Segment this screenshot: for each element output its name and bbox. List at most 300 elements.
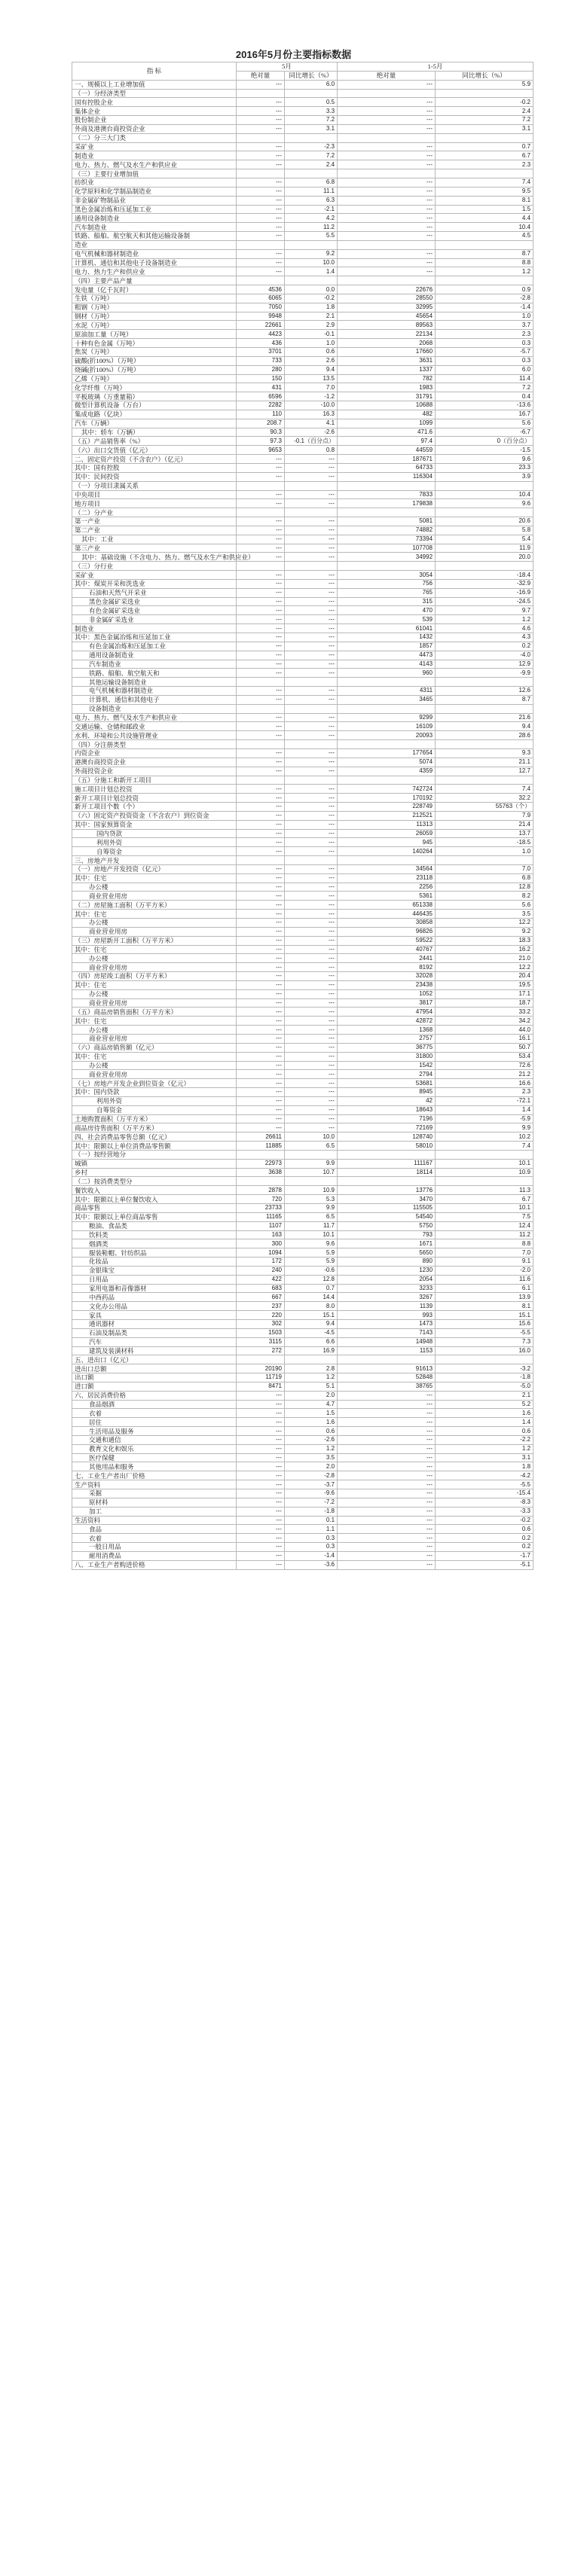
month-growth-cell: ---	[285, 1017, 338, 1026]
table-row	[72, 748, 533, 758]
cumulative-column-header: 1-5月	[338, 62, 533, 72]
month-absolute-cell: ---	[237, 829, 285, 838]
cumulative-growth-cell: 7.5	[436, 1212, 533, 1221]
cumulative-growth-cell: 21.4	[436, 820, 533, 829]
cumulative-growth-cell: 15.1	[436, 1311, 533, 1320]
table-row	[72, 1418, 533, 1427]
table-row	[72, 107, 533, 116]
cumulative-absolute-cell: 30858	[338, 919, 436, 928]
cumulative-growth-cell: -15.4	[436, 1489, 533, 1498]
cumulative-growth-cell: 21.2	[436, 1070, 533, 1079]
cumulative-absolute-cell	[338, 508, 436, 517]
row-label: 商品零售	[72, 1204, 237, 1213]
row-label: 其中：限额以上单位商品零售	[72, 1212, 237, 1221]
table-row	[72, 1525, 533, 1534]
month-growth-cell: 6.0	[285, 80, 338, 89]
row-label: 进出口总额	[72, 1364, 237, 1373]
row-label: 商业营业用房	[72, 963, 237, 972]
month-absolute-cell: 26611	[237, 1133, 285, 1142]
month-growth-cell: 11.1	[285, 187, 338, 196]
month-absolute-cell: ---	[237, 748, 285, 758]
cumulative-growth-cell: 8.2	[436, 892, 533, 901]
month-absolute-cell: ---	[237, 1560, 285, 1569]
cumulative-absolute-cell: 59522	[338, 936, 436, 945]
cumulative-absolute-cell: 945	[338, 838, 436, 847]
month-absolute-cell: ---	[237, 214, 285, 223]
month-growth-cell: ---	[285, 785, 338, 794]
table-row	[72, 294, 533, 303]
month-growth-cell: 0.0	[285, 285, 338, 294]
month-growth-cell: 8.0	[285, 1302, 338, 1311]
cumulative-absolute-cell: 44559	[338, 446, 436, 455]
cumulative-growth-cell: 3.7	[436, 321, 533, 330]
row-label: 其他用品和服务	[72, 1462, 237, 1471]
cumulative-absolute-cell: ---	[338, 1427, 436, 1436]
month-absolute-cell	[237, 856, 285, 865]
row-label: 汽车制造业	[72, 223, 237, 232]
month-growth-cell: ---	[285, 954, 338, 963]
month-absolute-cell: 163	[237, 1230, 285, 1239]
row-label: （四）分注册类型	[72, 740, 237, 749]
cumulative-growth-cell: 32.2	[436, 794, 533, 803]
table-row	[72, 267, 533, 276]
row-label: 发电量（亿千瓦时）	[72, 285, 237, 294]
cumulative-growth-cell: 9.7	[436, 606, 533, 615]
cumulative-absolute-cell: 13776	[338, 1186, 436, 1195]
row-label: 食品烟酒	[72, 1400, 237, 1409]
cumulative-growth-cell: 11.3	[436, 1186, 533, 1195]
cumulative-growth-cell: -18.5	[436, 838, 533, 847]
row-label: 纺织业	[72, 178, 237, 187]
month-growth-cell	[285, 169, 338, 178]
month-absolute-cell: ---	[237, 989, 285, 998]
cumulative-growth-cell: 5.2	[436, 1400, 533, 1409]
row-label: 其中：限额以上单位消费品零售额	[72, 1142, 237, 1151]
row-label: 五、进出口（亿元）	[72, 1355, 237, 1364]
table-row	[72, 758, 533, 767]
cumulative-growth-cell: 3.5	[436, 910, 533, 919]
month-absolute-cell: ---	[237, 785, 285, 794]
row-label: （三）房屋新开工面积（万平方米）	[72, 936, 237, 945]
month-absolute-cell: 22973	[237, 1159, 285, 1168]
month-growth-cell: 16.3	[285, 410, 338, 419]
month-growth-cell: 3.3	[285, 107, 338, 116]
cumulative-growth-cell: 2.3	[436, 160, 533, 169]
month-absolute-cell: ---	[237, 945, 285, 954]
cumulative-absolute-cell: 742724	[338, 785, 436, 794]
cumulative-absolute-cell: 23438	[338, 980, 436, 989]
month-growth-cell: 6.5	[285, 1212, 338, 1221]
month-absolute-cell: 6596	[237, 392, 285, 401]
table-row	[72, 1391, 533, 1400]
cumulative-growth-cell: 0.2	[436, 1534, 533, 1543]
cumulative-growth-cell: 34.2	[436, 1017, 533, 1026]
month-growth-cell: 1.0	[285, 339, 338, 348]
table-row	[72, 901, 533, 910]
row-label: 其中：住宅	[72, 1017, 237, 1026]
month-absolute-cell: 302	[237, 1319, 285, 1328]
cumulative-growth-cell: 2.3	[436, 330, 533, 339]
cumulative-growth-cell: 72.6	[436, 1061, 533, 1070]
month-growth-cell: 1.2	[285, 1444, 338, 1453]
cumulative-absolute-cell: 32028	[338, 972, 436, 981]
month-absolute-cell: ---	[237, 1114, 285, 1123]
table-row	[72, 383, 533, 392]
table-row	[72, 472, 533, 481]
month-absolute-cell: ---	[237, 196, 285, 205]
cumulative-absolute-cell: 2256	[338, 883, 436, 892]
cumulative-absolute-cell: 5361	[338, 892, 436, 901]
month-growth-cell	[285, 678, 338, 687]
month-absolute-cell: ---	[237, 544, 285, 553]
month-absolute-cell: 208.7	[237, 419, 285, 428]
month-growth-cell: ---	[285, 731, 338, 740]
cumulative-growth-cell: 16.2	[436, 945, 533, 954]
cumulative-absolute-cell	[338, 240, 436, 249]
month-absolute-cell: ---	[237, 1026, 285, 1035]
table-row	[72, 998, 533, 1008]
cumulative-growth-cell	[436, 1150, 533, 1159]
table-row	[72, 1382, 533, 1391]
month-growth-cell: 1.6	[285, 1418, 338, 1427]
row-label: 化妆品	[72, 1258, 237, 1267]
cumulative-absolute-cell: 3465	[338, 695, 436, 704]
row-label: 建筑及装潢材料	[72, 1346, 237, 1355]
row-label: 办公楼	[72, 1026, 237, 1035]
row-label: 办公楼	[72, 919, 237, 928]
table-row	[72, 633, 533, 642]
cumulative-growth-cell: 0.7	[436, 142, 533, 151]
month-absolute-cell: ---	[237, 883, 285, 892]
month-absolute-cell: ---	[237, 1391, 285, 1400]
table-row	[72, 1543, 533, 1552]
month-absolute-cell: ---	[237, 526, 285, 535]
table-row	[72, 1088, 533, 1097]
table-row	[72, 1221, 533, 1230]
cumulative-absolute-cell: 1671	[338, 1239, 436, 1248]
table-row	[72, 910, 533, 919]
cumulative-growth-cell: -2.8	[436, 294, 533, 303]
month-growth-cell	[285, 856, 338, 865]
month-absolute-cell: 11885	[237, 1142, 285, 1151]
row-label: 制造业	[72, 624, 237, 633]
cumulative-growth-cell: 10.4	[436, 490, 533, 499]
cumulative-growth-cell: -6.7	[436, 428, 533, 437]
cumulative-absolute-cell: 651338	[338, 901, 436, 910]
cumulative-absolute-cell	[338, 276, 436, 285]
cumulative-absolute-cell: 16109	[338, 722, 436, 731]
row-label: 微型计算机设备（万台）	[72, 401, 237, 410]
month-growth-cell: ---	[285, 687, 338, 696]
cumulative-absolute-cell: 40767	[338, 945, 436, 954]
cumulative-growth-cell: -5.9	[436, 1114, 533, 1123]
row-label: 国内贷款	[72, 829, 237, 838]
table-row	[72, 535, 533, 544]
cumulative-growth-cell: 0.6	[436, 1427, 533, 1436]
month-absolute-cell: ---	[237, 499, 285, 508]
row-label: 其中：民间投资	[72, 472, 237, 481]
month-growth-cell: 5.9	[285, 1258, 338, 1267]
table-row	[72, 1248, 533, 1258]
row-label: 化学纤维（万吨）	[72, 383, 237, 392]
table-row	[72, 1266, 533, 1275]
row-label: 采掘	[72, 1489, 237, 1498]
row-label: （五）分施工和新开工项目	[72, 776, 237, 785]
row-label: （二）房屋施工面积（万平方米）	[72, 901, 237, 910]
cumulative-absolute-cell: 1983	[338, 383, 436, 392]
table-row	[72, 133, 533, 142]
month-growth-cell: ---	[285, 1008, 338, 1017]
row-label: 办公楼	[72, 954, 237, 963]
cumulative-absolute-cell: ---	[338, 1525, 436, 1534]
month-growth-cell: ---	[285, 517, 338, 526]
table-row	[72, 374, 533, 383]
cumulative-absolute-cell	[338, 481, 436, 490]
month-growth-cell: 2.6	[285, 356, 338, 365]
row-label: 六、居民消费价格	[72, 1391, 237, 1400]
month-growth-cell: -0.2	[285, 294, 338, 303]
row-label: 衣着	[72, 1534, 237, 1543]
row-label: 烟酒类	[72, 1239, 237, 1248]
month-absolute-cell: 23733	[237, 1204, 285, 1213]
month-growth-cell: 0.5	[285, 98, 338, 107]
cumulative-growth-cell: 7.4	[436, 178, 533, 187]
cumulative-growth-cell: -1.7	[436, 1551, 533, 1560]
month-growth-header: 同比增长（%）	[285, 71, 338, 80]
cumulative-growth-cell: -5.5	[436, 1328, 533, 1337]
cumulative-growth-cell: -1.5	[436, 446, 533, 455]
cumulative-absolute-cell: 5650	[338, 1248, 436, 1258]
month-absolute-cell: ---	[237, 178, 285, 187]
table-row	[72, 945, 533, 954]
row-label: 制造业	[72, 151, 237, 160]
month-absolute-cell: ---	[237, 1409, 285, 1418]
table-row	[72, 1258, 533, 1267]
row-label: 生活资料	[72, 1516, 237, 1525]
cumulative-growth-cell	[436, 562, 533, 571]
table-row	[72, 1498, 533, 1507]
month-growth-cell	[285, 740, 338, 749]
table-row	[72, 517, 533, 526]
row-label: 服装鞋帽、针纺织品	[72, 1248, 237, 1258]
month-growth-cell: ---	[285, 526, 338, 535]
month-absolute-cell: ---	[237, 1534, 285, 1543]
cumulative-growth-cell: 9.2	[436, 927, 533, 936]
month-growth-cell: 3.1	[285, 124, 338, 133]
row-label: 其中：国有控股	[72, 463, 237, 472]
cumulative-growth-cell: 21.6	[436, 713, 533, 722]
cumulative-absolute-cell: 115505	[338, 1204, 436, 1213]
month-growth-cell: 9.9	[285, 1204, 338, 1213]
month-absolute-cell: ---	[237, 972, 285, 981]
month-absolute-cell: 667	[237, 1293, 285, 1302]
table-row	[72, 1159, 533, 1168]
cumulative-growth-cell: 0.3	[436, 356, 533, 365]
table-row	[72, 1400, 533, 1409]
month-growth-cell	[285, 89, 338, 98]
month-absolute-cell: ---	[237, 1427, 285, 1436]
cumulative-absolute-cell	[338, 678, 436, 687]
month-absolute-cell: 150	[237, 374, 285, 383]
cumulative-growth-cell: 7.3	[436, 1337, 533, 1346]
cumulative-absolute-cell	[338, 1355, 436, 1364]
cumulative-growth-cell: 20.6	[436, 517, 533, 526]
month-growth-cell: -7.2	[285, 1498, 338, 1507]
table-row	[72, 1560, 533, 1569]
cumulative-growth-cell: 18.7	[436, 998, 533, 1008]
month-absolute-cell: ---	[237, 571, 285, 580]
table-row	[72, 428, 533, 437]
cumulative-growth-cell: 11.4	[436, 374, 533, 383]
month-growth-cell: ---	[285, 972, 338, 981]
row-label: （一）房地产开发投资（亿元）	[72, 864, 237, 873]
cumulative-absolute-cell	[338, 856, 436, 865]
cumulative-absolute-cell: 140264	[338, 847, 436, 856]
month-growth-cell: 5.3	[285, 1195, 338, 1204]
row-label: 生铁（万吨）	[72, 294, 237, 303]
month-growth-cell	[285, 133, 338, 142]
cumulative-absolute-cell: ---	[338, 1498, 436, 1507]
cumulative-absolute-cell: 993	[338, 1311, 436, 1320]
row-label: 其他运输设备制造业	[72, 678, 237, 687]
cumulative-absolute-cell	[338, 1177, 436, 1186]
cumulative-absolute-cell: 5750	[338, 1221, 436, 1230]
cumulative-growth-cell: 11.9	[436, 544, 533, 553]
table-row	[72, 803, 533, 812]
cumulative-growth-cell: 3.9	[436, 472, 533, 481]
month-growth-cell: ---	[285, 1043, 338, 1052]
cumulative-growth-cell: 0.4	[436, 392, 533, 401]
month-absolute-cell: 90.3	[237, 428, 285, 437]
row-label: 八、工业生产者购进价格	[72, 1560, 237, 1569]
month-absolute-cell: 110	[237, 410, 285, 419]
cumulative-absolute-cell: 54540	[338, 1212, 436, 1221]
table-row	[72, 651, 533, 660]
cumulative-absolute-cell: 18114	[338, 1168, 436, 1177]
table-row	[72, 606, 533, 615]
cumulative-growth-cell: 9.6	[436, 455, 533, 464]
cumulative-growth-cell: 6.0	[436, 365, 533, 374]
table-row	[72, 1302, 533, 1311]
cumulative-growth-cell: 13.7	[436, 829, 533, 838]
cumulative-growth-cell: 53.4	[436, 1052, 533, 1061]
row-label: 石油和天然气开采业	[72, 588, 237, 597]
cumulative-growth-cell: 44.0	[436, 1026, 533, 1035]
row-label: （四）主要产品产量	[72, 276, 237, 285]
month-growth-cell: ---	[285, 919, 338, 928]
cumulative-absolute-cell: ---	[338, 1480, 436, 1489]
table-row	[72, 1195, 533, 1204]
cumulative-growth-cell: 1.2	[436, 267, 533, 276]
month-growth-cell: 2.0	[285, 1391, 338, 1400]
month-absolute-cell: ---	[237, 963, 285, 972]
month-column-header: 5月	[237, 62, 338, 72]
cumulative-growth-cell: 8.7	[436, 249, 533, 258]
month-absolute-cell: 733	[237, 356, 285, 365]
month-growth-cell: ---	[285, 472, 338, 481]
row-label: 电力、热力、燃气及水生产和供应业	[72, 160, 237, 169]
cumulative-absolute-cell: 47954	[338, 1008, 436, 1017]
cumulative-absolute-cell: ---	[338, 1453, 436, 1462]
row-label: 城镇	[72, 1159, 237, 1168]
cumulative-absolute-cell: 187671	[338, 455, 436, 464]
table-row	[72, 1026, 533, 1035]
cumulative-absolute-cell: 23118	[338, 873, 436, 883]
row-label: （一）分经济类型	[72, 89, 237, 98]
cumulative-absolute-cell: ---	[338, 214, 436, 223]
cumulative-absolute-cell: 91613	[338, 1364, 436, 1373]
cumulative-absolute-cell	[338, 562, 436, 571]
month-growth-cell	[285, 704, 338, 713]
row-label: 原材料	[72, 1498, 237, 1507]
cumulative-growth-cell: 9.3	[436, 748, 533, 758]
table-row	[72, 437, 533, 446]
cumulative-growth-cell: 0.9	[436, 285, 533, 294]
month-growth-cell: 10.9	[285, 1186, 338, 1195]
month-absolute-cell: 240	[237, 1266, 285, 1275]
table-row	[72, 838, 533, 847]
month-absolute-cell: ---	[237, 687, 285, 696]
cumulative-growth-cell: 7.0	[436, 1248, 533, 1258]
month-growth-cell: 3.5	[285, 1453, 338, 1462]
cumulative-absolute-cell: ---	[338, 1444, 436, 1453]
cumulative-absolute-cell: 2757	[338, 1034, 436, 1043]
table-row	[72, 499, 533, 508]
month-growth-cell: ---	[285, 615, 338, 624]
cumulative-absolute-cell: ---	[338, 80, 436, 89]
month-absolute-cell: ---	[237, 1400, 285, 1409]
row-label: 衣着	[72, 1409, 237, 1418]
row-label: 家用电器和音像器材	[72, 1284, 237, 1293]
month-absolute-cell: ---	[237, 1105, 285, 1114]
row-label: 三、房地产开发	[72, 856, 237, 865]
table-row	[72, 1096, 533, 1105]
table-row	[72, 1444, 533, 1453]
month-growth-cell: 5.5	[285, 232, 338, 241]
month-absolute-cell: ---	[237, 954, 285, 963]
cumulative-growth-cell: 8.8	[436, 1239, 533, 1248]
table-row	[72, 1284, 533, 1293]
month-growth-cell: 1.1	[285, 1525, 338, 1534]
row-label: 国有控股企业	[72, 98, 237, 107]
cumulative-absolute-cell: 116304	[338, 472, 436, 481]
row-label: （五）产品销售率（%）	[72, 437, 237, 446]
cumulative-absolute-cell: 1153	[338, 1346, 436, 1355]
month-growth-cell: 6.8	[285, 178, 338, 187]
table-row	[72, 1551, 533, 1560]
cumulative-absolute-cell: ---	[338, 267, 436, 276]
row-label: （六）固定资产投资资金（不含农户）到位资金	[72, 811, 237, 820]
cumulative-absolute-cell: 4359	[338, 767, 436, 776]
row-label: 十种有色金属（万吨）	[72, 339, 237, 348]
cumulative-growth-cell: 28.6	[436, 731, 533, 740]
month-growth-cell: -2.6	[285, 1435, 338, 1444]
cumulative-growth-cell: 3.1	[436, 124, 533, 133]
month-absolute-cell: ---	[237, 847, 285, 856]
cumulative-absolute-cell: 170192	[338, 794, 436, 803]
cumulative-growth-cell	[436, 740, 533, 749]
table-row	[72, 847, 533, 856]
month-absolute-cell: ---	[237, 1489, 285, 1498]
month-absolute-cell: ---	[237, 722, 285, 731]
cumulative-absolute-cell: 111167	[338, 1159, 436, 1168]
month-absolute-cell: 2282	[237, 401, 285, 410]
cumulative-growth-cell: -1.8	[436, 1373, 533, 1383]
cumulative-absolute-cell: 1230	[338, 1266, 436, 1275]
month-growth-cell: 9.4	[285, 1319, 338, 1328]
cumulative-absolute-cell	[338, 740, 436, 749]
month-absolute-cell	[237, 562, 285, 571]
